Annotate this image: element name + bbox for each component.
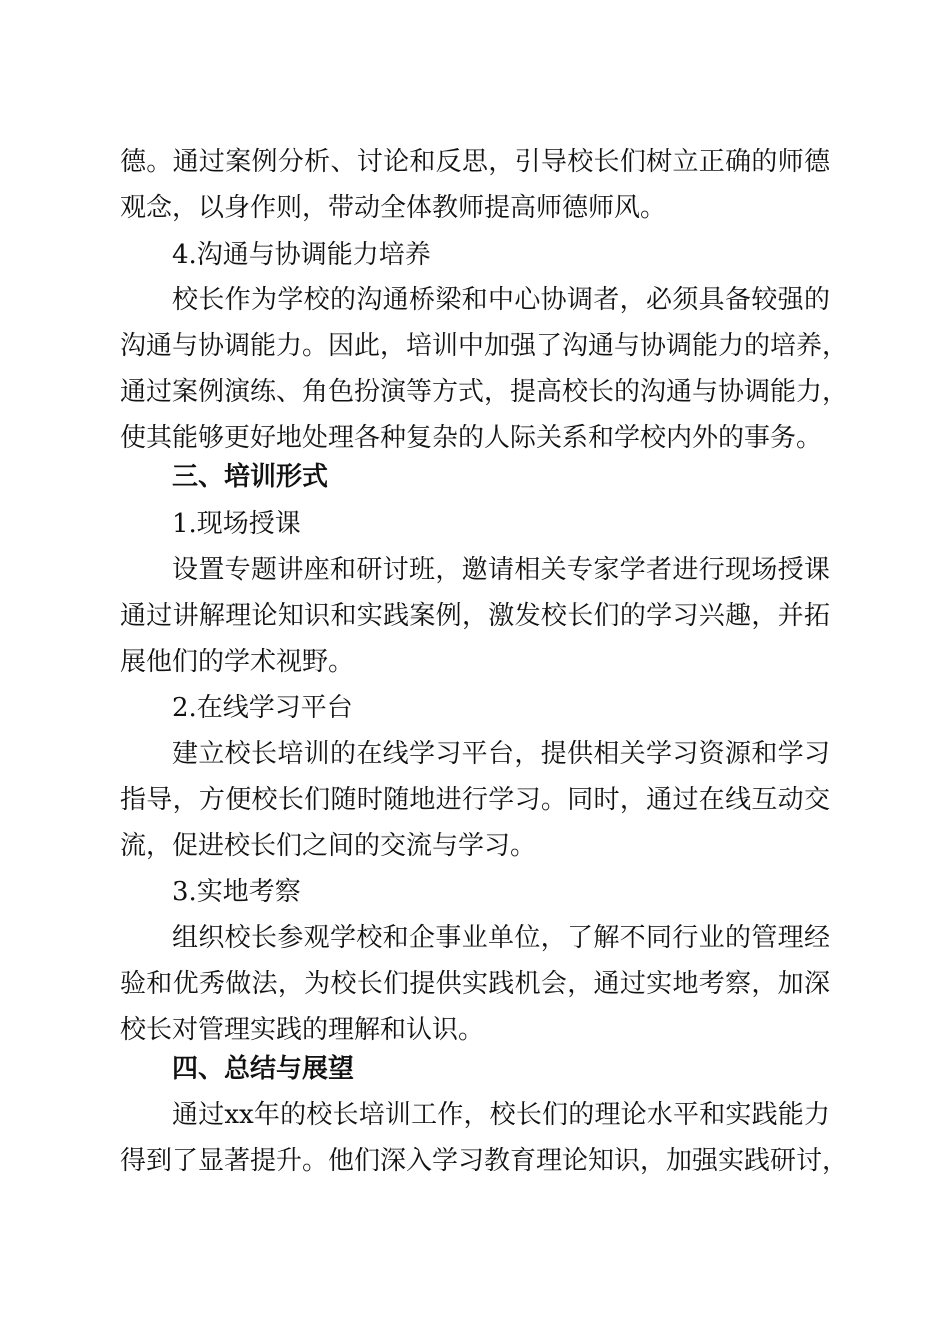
subheading-communication: 4.沟通与协调能力培养: [172, 240, 431, 270]
paragraph-line: 展他们的学术视野。: [120, 647, 355, 677]
section-heading-summary: 四、总结与展望: [172, 1054, 355, 1084]
paragraph-line: 得到了显著提升。他们深入学习教育理论知识，加强实践研讨，: [120, 1146, 849, 1176]
paragraph-line: 使其能够更好地处理各种复杂的人际关系和学校内外的事务。: [120, 423, 823, 453]
subheading-online-platform: 2.在线学习平台: [172, 693, 353, 723]
paragraph-line: 验和优秀做法，为校长们提供实践机会，通过实地考察，加深: [120, 969, 830, 999]
paragraph-line: 建立校长培训的在线学习平台，提供相关学习资源和学习: [172, 739, 830, 769]
subheading-onsite-lecture: 1.现场授课: [172, 509, 301, 539]
paragraph-line: 通过xx年的校长培训工作，校长们的理论水平和实践能力: [172, 1100, 830, 1130]
paragraph-line: 校长对管理实践的理解和认识。: [120, 1015, 485, 1045]
paragraph-line: 通过案例演练、角色扮演等方式，提高校长的沟通与协调能力，: [120, 377, 849, 407]
paragraph-line: 流，促进校长们之间的交流与学习。: [120, 831, 537, 861]
paragraph-line: 校长作为学校的沟通桥梁和中心协调者，必须具备较强的: [172, 285, 830, 315]
paragraph-line: 德。通过案例分析、讨论和反思，引导校长们树立正确的师德: [120, 147, 830, 177]
section-heading-training-forms: 三、培训形式: [172, 462, 329, 492]
paragraph-line: 指导，方便校长们随时随地进行学习。同时，通过在线互动交: [120, 785, 830, 815]
paragraph-line: 组织校长参观学校和企事业单位，了解不同行业的管理经: [172, 923, 830, 953]
paragraph-line: 通过讲解理论知识和实践案例，激发校长们的学习兴趣，并拓: [120, 601, 830, 631]
paragraph-line: 观念，以身作则，带动全体教师提高师德师风。: [120, 193, 667, 223]
subheading-field-visit: 3.实地考察: [172, 877, 301, 907]
paragraph-line: 设置专题讲座和研讨班，邀请相关专家学者进行现场授课: [172, 555, 830, 585]
paragraph-line: 沟通与协调能力。因此，培训中加强了沟通与协调能力的培养，: [120, 331, 849, 361]
